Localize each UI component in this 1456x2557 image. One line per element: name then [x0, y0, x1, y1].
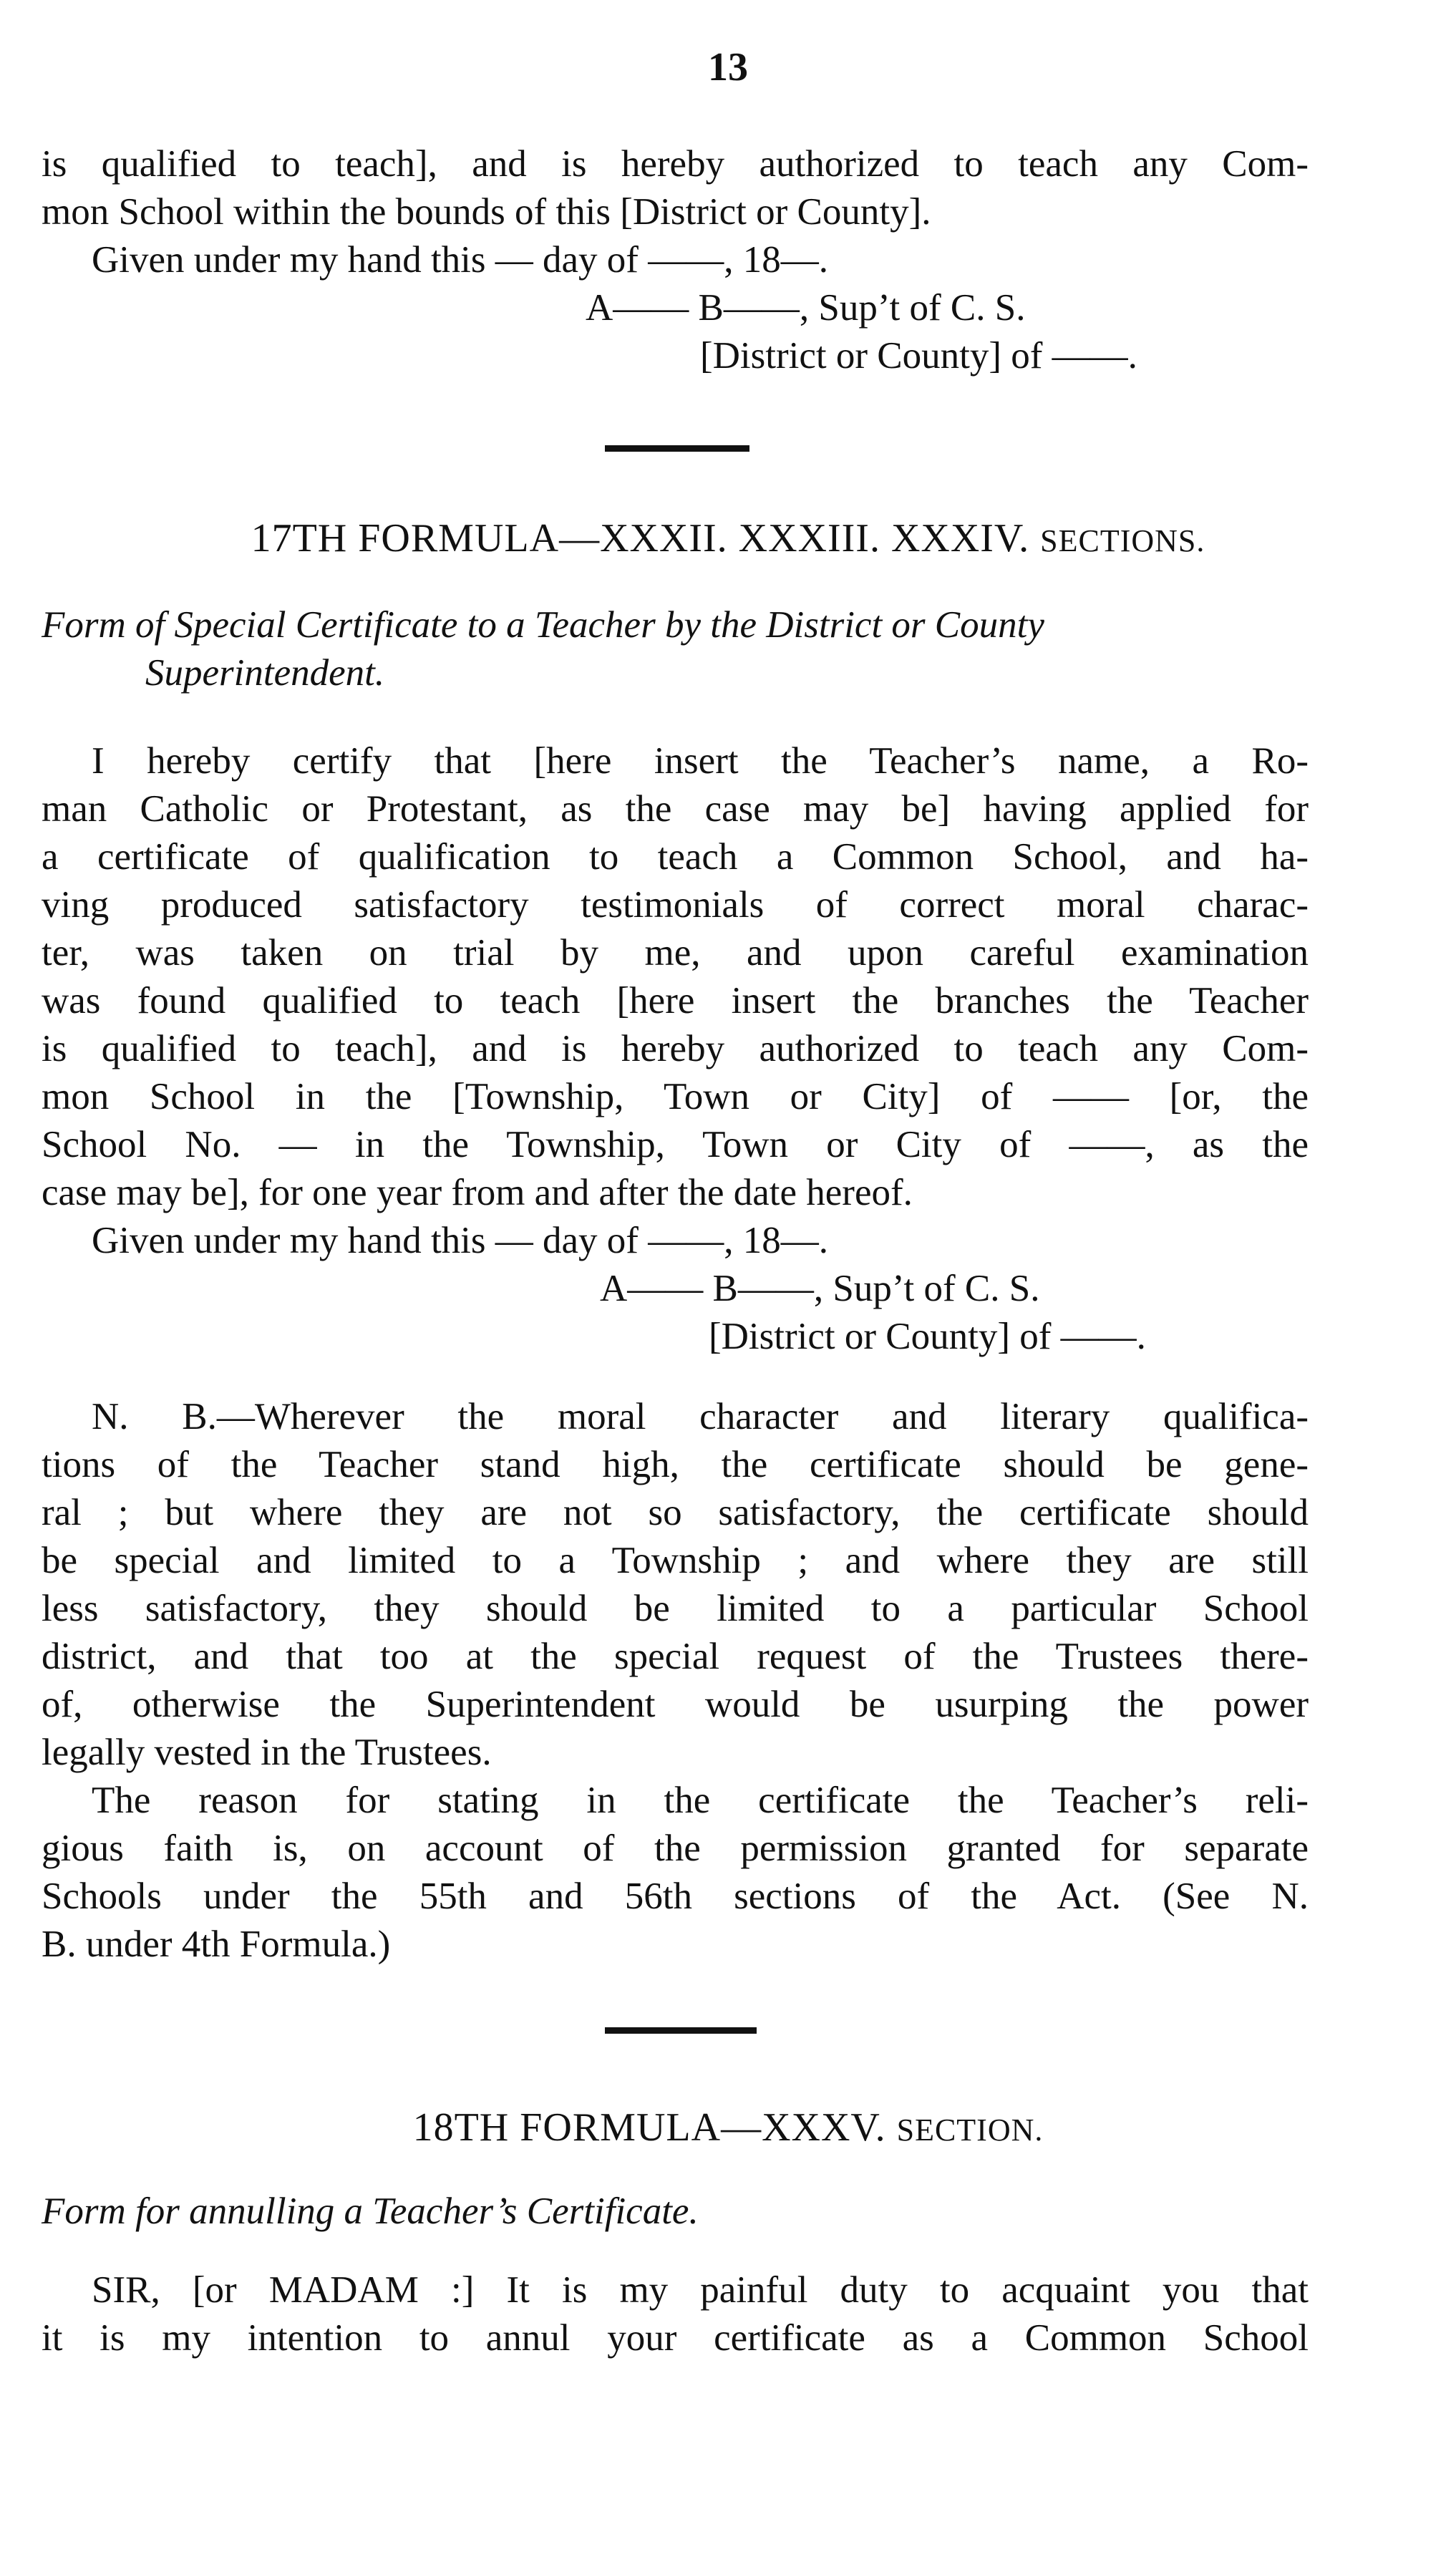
text-line: Schools under the 55th and 56th sections of the Act. (See N. [42, 1876, 1309, 1917]
text-line: is qualified to teach], and is hereby authorized to teach any Com- [42, 1028, 1309, 1069]
text-line: legally vested in the Trustees. [42, 1732, 492, 1773]
text-line: be special and limited to a Township ; and where they are still [42, 1540, 1309, 1581]
text-line: is qualified to teach], and is hereby authorized to teach any Com- [42, 143, 1309, 185]
title-line: Superintendent. [145, 652, 385, 694]
given-line: Given under my hand this — day of ——, 18—. [92, 239, 828, 281]
formula-18-title [42, 2188, 1309, 2236]
text-line: of, otherwise the Superintendent would be usurping the power [42, 1684, 1309, 1725]
page-number: 13 [708, 45, 748, 89]
section-divider [605, 445, 749, 452]
text-line: School No. — in the Township, Town or City of ——, as the [42, 1124, 1309, 1165]
formula-17-title [42, 601, 1309, 697]
text-line: case may be], for one year from and after the date hereof. [42, 1172, 913, 1213]
text-line: ral ; but where they are not so satisfactory, the certificate should [42, 1492, 1309, 1533]
text-line: gious faith is, on account of the permission granted for separate [42, 1828, 1309, 1869]
text-line: was found qualified to teach [here insert the branches the Teacher [42, 980, 1309, 1022]
formula-17-body [42, 737, 1309, 1265]
heading-main: 18TH FORMULA—XXXV. [412, 2105, 886, 2150]
text-line: district, and that too at the special request of the Trustees there- [42, 1636, 1309, 1677]
formula-17-heading [0, 515, 1456, 561]
text-line: The reason for stating in the certificate the Teacher’s reli- [92, 1780, 1309, 1821]
text-line: B. under 4th Formula.) [42, 1923, 391, 1965]
text-line: mon School in the [Township, Town or City] of —— [or, the [42, 1076, 1309, 1117]
text-line: mon School within the bounds of this [District or County]. [42, 191, 931, 233]
district-line: [District or County] of ——. [700, 335, 1137, 377]
section-divider [605, 2027, 757, 2034]
nb-paragraph [42, 1393, 1309, 1969]
signature-line: A—— B——, Sup’t of C. S. [600, 1268, 1040, 1309]
top-fragment-paragraph [42, 140, 1309, 284]
formula-18-heading [0, 2105, 1456, 2150]
text-line: I hereby certify that [here insert the Teacher’s name, a Ro- [92, 740, 1309, 782]
text-line: a certificate of qualification to teach a Common School, and ha- [42, 836, 1309, 878]
text-line: ter, was taken on trial by me, and upon careful examination [42, 932, 1309, 974]
text-line: tions of the Teacher stand high, the certificate should be gene- [42, 1444, 1309, 1485]
heading-main: 17TH FORMULA—XXXII. XXXIII. XXXIV. [251, 516, 1030, 561]
signature-line: A—— B——, Sup’t of C. S. [586, 287, 1026, 329]
title-line: Form for annulling a Teacher’s Certificate. [42, 2190, 699, 2232]
text-line: less satisfactory, they should be limited to a particular School [42, 1588, 1309, 1629]
text-line: it is my intention to annul your certificate as a Common School [42, 2317, 1309, 2359]
text-line: man Catholic or Protestant, as the case may be] having applied for [42, 788, 1309, 830]
text-line: ving produced satisfactory testimonials of correct moral charac- [42, 884, 1309, 926]
text-line: N. B.—Wherever the moral character and literary qualifica- [92, 1396, 1309, 1437]
text-line: SIR, [or MADAM :] It is my painful duty to acquaint you that [92, 2269, 1309, 2311]
title-line: Form of Special Certificate to a Teacher by the District or County [42, 604, 1044, 646]
district-line: [District or County] of ——. [709, 1316, 1146, 1357]
given-line: Given under my hand this — day of ——, 18—. [92, 1220, 828, 1261]
formula-18-body [42, 2266, 1309, 2362]
heading-section: SECTION. [896, 2112, 1044, 2148]
heading-sections: SECTIONS. [1040, 523, 1205, 558]
